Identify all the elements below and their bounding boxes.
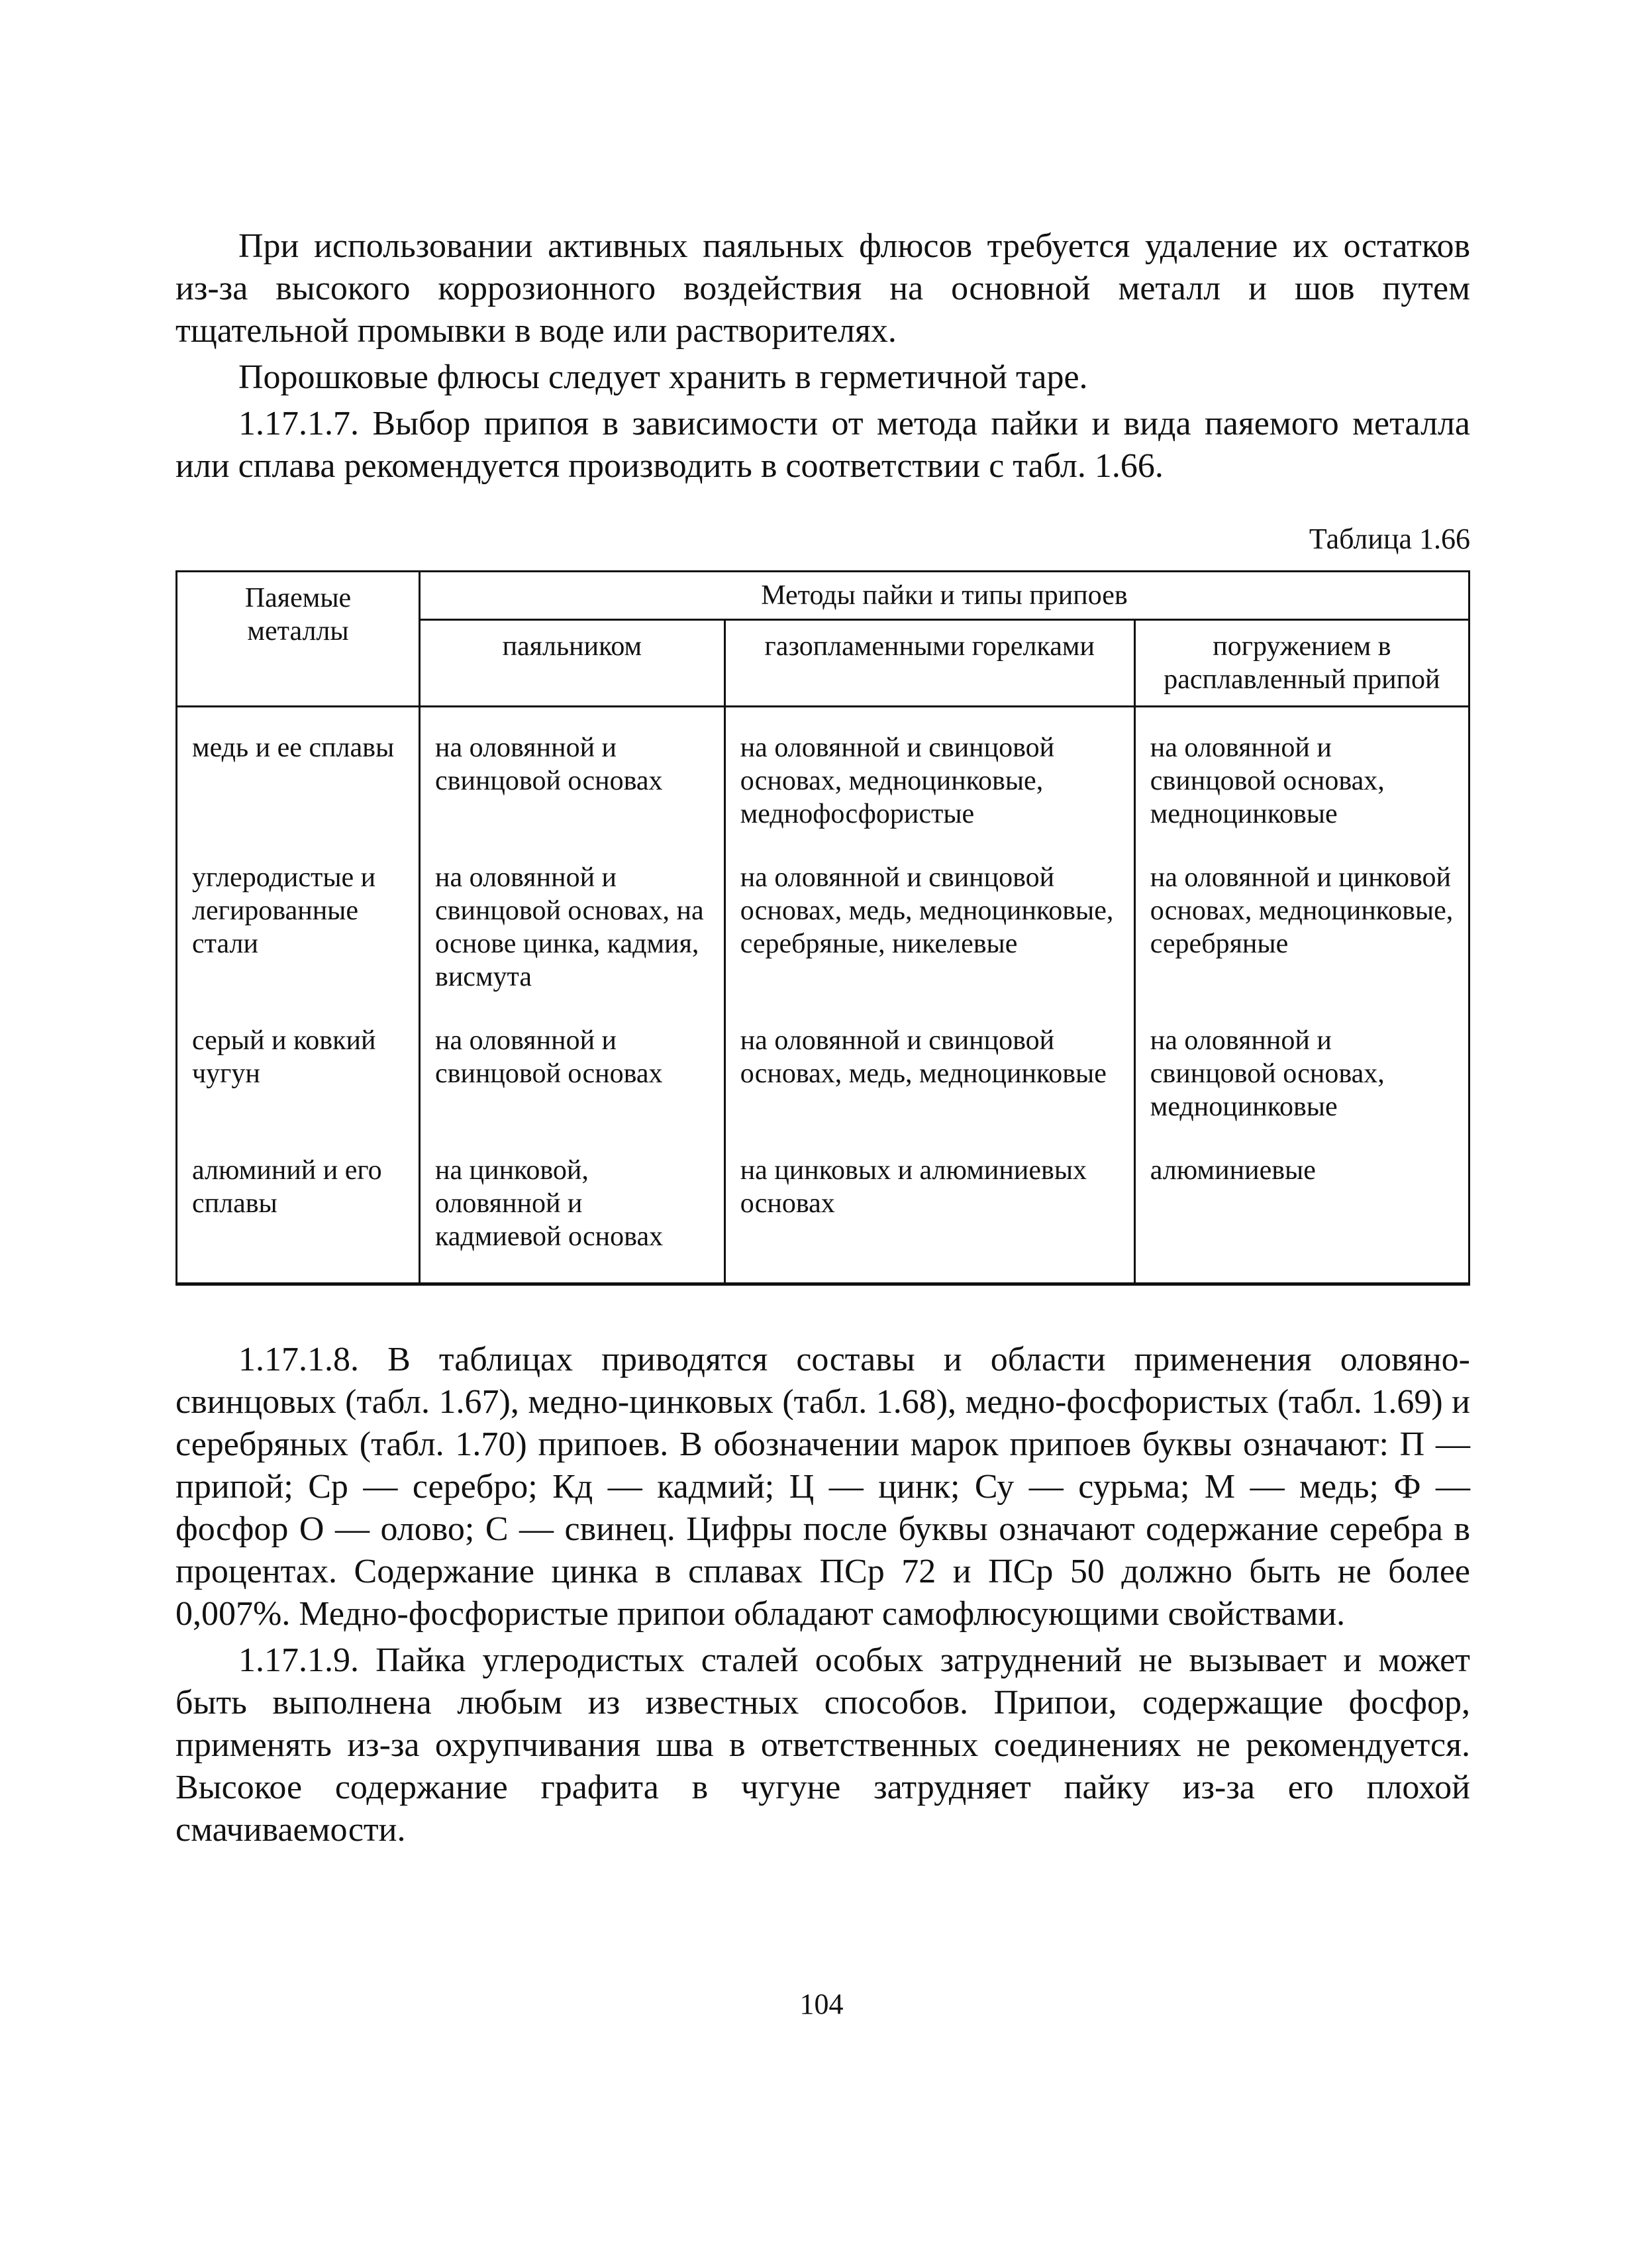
- paragraph-1-17-1-8: 1.17.1.8. В таблицах приводятся составы и области применения оловяно-свинцовых (табл. 1.67), медно-цинковых (табл. 1.68), медно-фосфористых (табл. 1.69) и серебряных (табл. 1.70) припоев. В обозначении марок припоев буквы означают: П — припой; Ср — серебро; Кд — кадмий; Ц — цинк; Су — сурьма; М — медь; Ф — фосфор О — олово; С — свинец. Цифры после буквы означают содержание серебра в процентах. Содержание цинка в сплавах ПСр 72 и ПСр 50 должно быть не более 0,007%. Медно-фосфористые припои обладают самофлюсующими свойствами.: [175, 1341, 1470, 1633]
- paragraph-powder-flux-storage: Порошковые флюсы следует хранить в герметичной таре.: [238, 358, 1088, 396]
- paragraph-flux-removal: При использовании активных паяльных флюсов требуется удаление их остатков из-за высокого коррозионного воздействия на основной металл и шов путем тщательной промывки в воде или растворителях.: [175, 227, 1470, 350]
- row-metal: медь и ее сплавы: [177, 707, 420, 849]
- table-header-row: [177, 572, 1469, 620]
- row-cell: на оловянной и свинцовой основах, медь, медноцинковые, серебряные, никелевые: [724, 848, 1134, 1011]
- row-cell: на оловянной и свинцовой основах, медноцинковые: [1134, 1011, 1469, 1141]
- header-methods: Методы пайки и типы припоев: [420, 572, 1469, 620]
- table-row: [177, 848, 1469, 1011]
- row-cell: на оловянной и цинковой основах, медноцинковые, серебряные: [1134, 848, 1469, 1011]
- solder-selection-table: [175, 570, 1470, 1286]
- paragraph-1-17-1-9: 1.17.1.9. Пайка углеродистых сталей особых затруднений не вызывает и может быть выполнена любым из известных способов. Припои, содержащие фосфор, применять из-за охрупчивания шва в ответственных соединениях не рекомендуется. Высокое содержание графита в чугуне затрудняет пайку из-за его плохой смачиваемости.: [175, 1641, 1470, 1849]
- row-cell: на оловянной и свинцовой основах: [420, 1011, 725, 1141]
- row-cell: на оловянной и свинцовой основах, медь, медноцинковые: [724, 1011, 1134, 1141]
- header-soldering-iron: паяльником: [420, 620, 725, 707]
- page-content: [175, 225, 1470, 1851]
- row-cell: на цинковой, оловянной и кадмиевой основах: [420, 1141, 725, 1284]
- paragraph-1-17-1-7: 1.17.1.7. Выбор припоя в зависимости от метода пайки и вида паяемого металла или сплава рекомендуется производить в соответствии с табл. 1.66.: [175, 405, 1470, 485]
- row-cell: алюминиевые: [1134, 1141, 1469, 1284]
- row-cell: на оловянной и свинцовой основах, медноцинковые, меднофосфористые: [724, 707, 1134, 849]
- page-number: 104: [799, 1988, 844, 2020]
- row-cell: на оловянной и свинцовой основах: [420, 707, 725, 849]
- header-gas-torch: газопламенными горелками: [724, 620, 1134, 707]
- table-row: [177, 1011, 1469, 1141]
- header-dip-soldering: погружением в расплавленный припой: [1134, 620, 1469, 707]
- header-metals: Паяемые металлы: [177, 572, 420, 707]
- row-cell: на оловянной и свинцовой основах, медноцинковые: [1134, 707, 1469, 849]
- row-metal: серый и ковкий чугун: [177, 1011, 420, 1141]
- table-row: [177, 707, 1469, 849]
- text-after-table: [175, 1339, 1470, 1851]
- table-caption: Таблица 1.66: [1309, 523, 1470, 555]
- table-row: [177, 1141, 1469, 1284]
- row-cell: на цинковых и алюминиевых основах: [724, 1141, 1134, 1284]
- row-cell: на оловянной и свинцовой основах, на основе цинка, кадмия, висмута: [420, 848, 725, 1011]
- row-metal: углеродистые и легированные стали: [177, 848, 420, 1011]
- row-metal: алюминий и его сплавы: [177, 1141, 420, 1284]
